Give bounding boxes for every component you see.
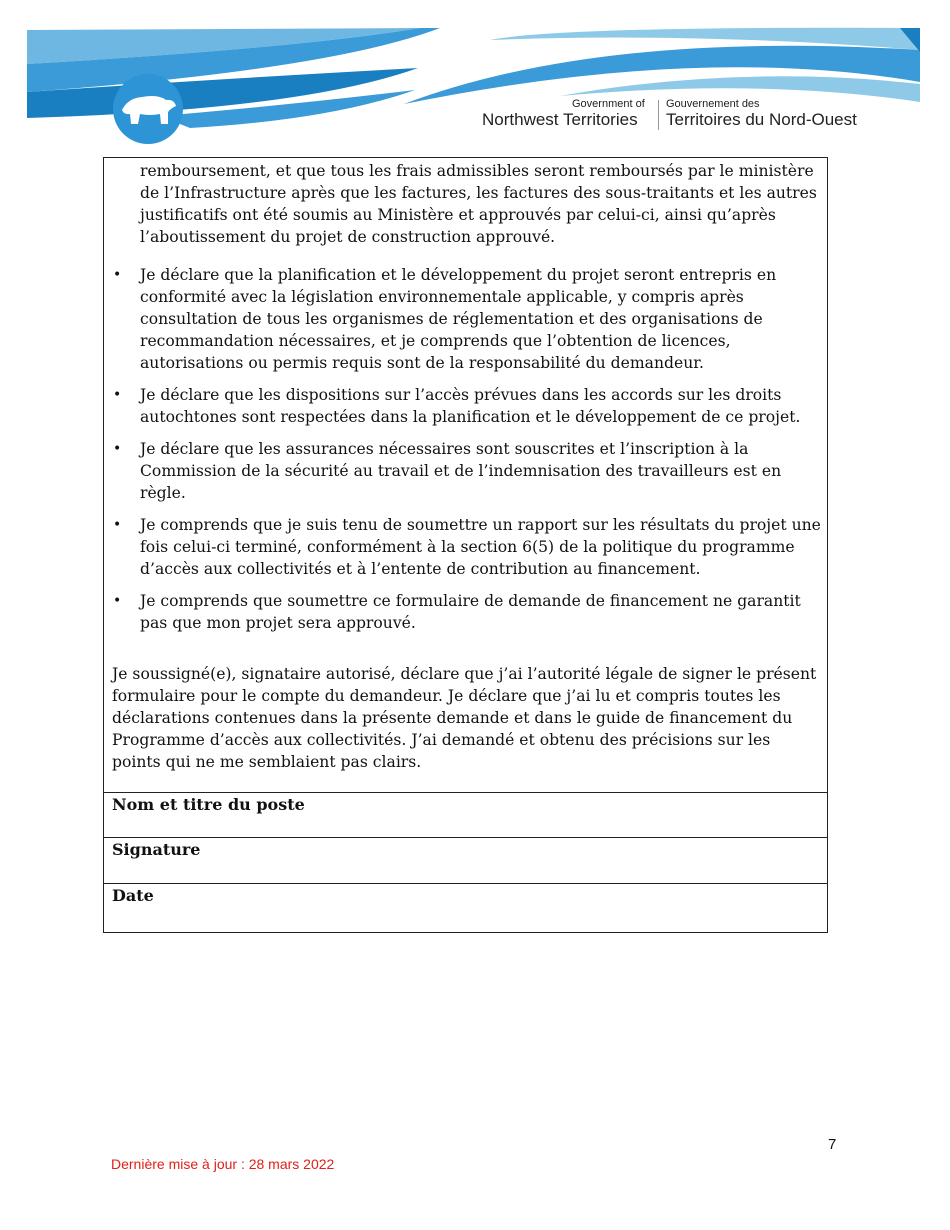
government-en-name: Northwest Territories [482,110,638,129]
bullet-icon: • [113,441,122,457]
declaration-item [112,438,822,504]
attestation-paragraph: Je soussigné(e), signataire autorisé, déclare que j’ai l’autorité légale de signer le présent formulaire pour le compte du demandeur. Je déclare que j’ai lu et compris toutes les déclarations contenues dans la présente demande et dans le guide de financement du Programme d’accès aux collectivités. J’ai demandé et obtenu des précisions sur les points qui ne me semblaient pas clairs. [112,665,817,771]
bullet-icon: • [113,517,122,533]
name-title-field[interactable] [104,792,827,837]
continuation-paragraph: remboursement, et que tous les frais admissibles seront remboursés par le ministère de l’Infrastructure après que les factures, les factures des sous-traitants et les autres justificatifs ont été soumis au Ministère et approuvés par celui-ci, ainsi qu’après l’aboutissement du projet de construction approuvé. [140,162,817,246]
declaration-bullet-list [112,264,822,644]
bullet-icon: • [113,267,122,283]
declaration-text: Je déclare que les assurances nécessaires sont souscrites et l’inscription à la Commission de la sécurité au travail et de l’indemnisation des travailleurs est en règle. [140,440,782,502]
polar-bear-logo [113,74,183,144]
last-updated-note: Dernière mise à jour : 28 mars 2022 [111,1156,335,1172]
declaration-text: Je déclare que les dispositions sur l’accès prévues dans les accords sur les droits autochtones sont respectées dans la planification et le développement de ce projet. [140,386,801,426]
government-en-small-label: Government of [572,98,645,110]
signature-label: Signature [112,840,201,859]
banner-wave-right-top [490,28,920,50]
page-number: 7 [828,1136,837,1153]
government-fr-name: Territoires du Nord-Ouest [666,110,857,129]
declaration-item [112,590,822,634]
date-label: Date [112,886,154,905]
date-field[interactable] [104,883,827,932]
declaration-item [112,384,822,428]
declaration-form-box [103,157,828,933]
name-title-label: Nom et titre du poste [112,795,305,814]
declaration-text: Je déclare que la planification et le développement du projet seront entrepris en conformité avec la législation environnementale applicable, y compris après consultation de tous les organismes de réglementation et des organisations de recommandation nécessaires, et je comprends que l’obtention de licences, autorisations ou permis requis sont de la responsabilité du demandeur. [140,266,777,372]
bullet-icon: • [113,387,122,403]
signature-field[interactable] [104,837,827,883]
banner-wave-right-mid [404,46,920,104]
declaration-item [112,514,822,580]
header-separator [658,100,659,130]
bullet-icon: • [113,593,122,609]
government-fr-small-label: Gouvernement des [666,98,760,110]
declaration-item [112,264,822,374]
declaration-text: Je comprends que soumettre ce formulaire de demande de financement ne garantit pas que mon projet sera approuvé. [140,592,801,632]
declaration-text: Je comprends que je suis tenu de soumettre un rapport sur les résultats du projet une fois celui-ci terminé, conformément à la section 6(5) de la politique du programme d’accès aux collectivités et à l’entente de contribution au financement. [140,516,821,578]
